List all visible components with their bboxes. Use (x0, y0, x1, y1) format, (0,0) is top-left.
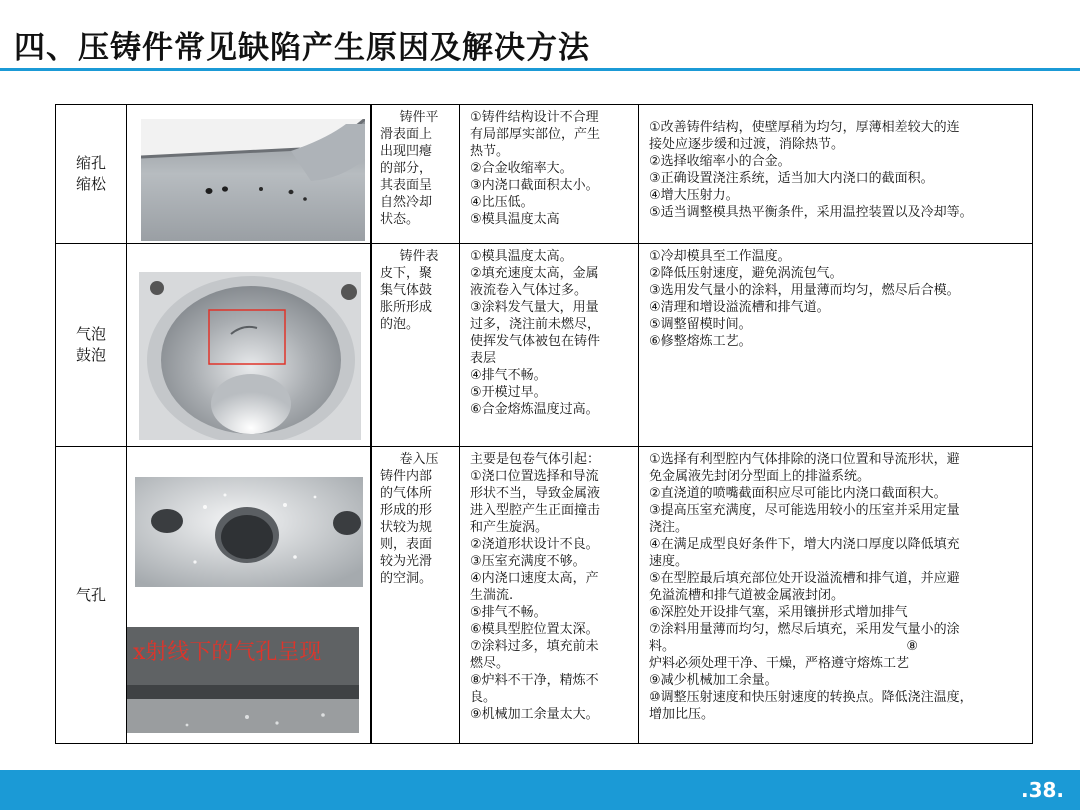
solution-line: 炉料必须处理干净、干燥，严格遵守熔炼工艺 (649, 656, 910, 671)
defect-name-cell (56, 244, 126, 446)
solution-line: ③提高压室充满度，尽可能选用较小的压室并采用定量 (649, 503, 960, 518)
solution-line: 速度。 (649, 554, 689, 569)
solution-line: ③选用发气量小的涂料，用量薄而均匀，燃尽后合模。 (649, 283, 960, 298)
solution-line: ⑤调整留模时间。 (649, 317, 752, 332)
defect-name-cell (56, 105, 126, 243)
description-line: 出现凹瘪 (380, 144, 433, 159)
defect-photo-cell (126, 244, 370, 446)
shrinkage-photo (141, 119, 365, 241)
defect-solutions-cell (638, 105, 1032, 243)
cause-line: 形状不当，导致金属液 (470, 486, 601, 501)
description-line: 状态。 (380, 212, 420, 227)
solution-line: ①选择有利型腔内气体排除的浇口位置和导流形状，避 (649, 452, 960, 467)
page-number: .38. (1020, 778, 1064, 802)
blister-photo (139, 272, 361, 440)
cause-line: ⑥模具型腔位置太深。 (470, 622, 599, 637)
cause-line: 生湍流. (470, 588, 514, 603)
cause-line: ①模具温度太高。 (470, 249, 573, 264)
cause-line: 进入型腔产生正面撞击 (470, 503, 601, 518)
solution-line: 免溢流槽和排气道被金属液封闭。 (649, 588, 845, 603)
description-line: 则，表面 (380, 537, 433, 552)
description-line: 的泡。 (380, 317, 420, 332)
description-line: 铸件内部 (380, 469, 433, 484)
description-line: 的气体所 (380, 486, 433, 501)
table-row-shrinkage (56, 105, 1032, 244)
defect-description-cell (370, 447, 459, 743)
cause-line: 和产生旋涡。 (470, 520, 549, 535)
cause-line: ⑨机械加工余量太大。 (470, 707, 599, 722)
xray-caption: x射线下的气孔呈现 (133, 640, 322, 665)
solution-line: 免金属液先封闭分型面上的排溢系统。 (649, 469, 871, 484)
cause-line: ①铸件结构设计不合理 (470, 110, 599, 125)
defect-photo-cell (126, 447, 370, 743)
cause-line: ③内浇口截面积太小。 (470, 178, 599, 193)
title-underline (0, 68, 1080, 71)
description-line: 铸件表 (399, 249, 439, 264)
solution-line: 增加比压。 (649, 707, 715, 722)
solution-line: ⑩调整压射速度和快压射速度的转换点。降低浇注温度， (649, 690, 973, 705)
solution-line: 浇注。 (649, 520, 689, 535)
defect-name-line: 气孔 (75, 585, 106, 604)
description-line: 卷入压 (399, 452, 439, 467)
description-line: 形成的形 (380, 503, 433, 518)
cause-line: ⑥合金熔炼温度过高。 (470, 402, 599, 417)
solution-line: 料。 ⑧ (649, 639, 919, 654)
defect-solutions-cell (638, 447, 1032, 743)
defect-name-line: 缩孔 (75, 154, 106, 172)
defect-name-line: 鼓泡 (75, 346, 106, 364)
solution-line: ②直浇道的喷嘴截面积应尽可能比内浇口截面积大。 (649, 486, 947, 501)
description-line: 其表面呈 (380, 178, 433, 193)
description-line: 的部分， (380, 161, 433, 176)
cause-line: ②合金收缩率大。 (470, 161, 573, 176)
cause-line: 过多，浇注前未燃尽， (470, 317, 601, 332)
solution-line: ④清理和增设溢流槽和排气道。 (649, 300, 830, 315)
defect-solutions-cell (638, 244, 1032, 446)
cause-line: 使挥发气体被包在铸件 (470, 334, 601, 349)
cause-line: 燃尽。 (470, 656, 510, 671)
cause-line: ⑤排气不畅。 (470, 605, 547, 620)
cause-line: ④内浇口速度太高，产 (470, 571, 599, 586)
cause-line: ⑤模具温度太高 (470, 212, 560, 227)
cause-line: ①浇口位置选择和导流 (470, 469, 599, 484)
solution-line: ②选择收缩率小的合金。 (649, 154, 791, 169)
footer-bar (0, 770, 1080, 810)
solution-line: ⑥深腔处开设排气塞，采用镶拼形式增加排气 (649, 605, 908, 620)
solution-line: ⑦涂料用量薄而均匀，燃尽后填充，采用发气量小的涂 (649, 622, 960, 637)
cause-line: ③涂料发气量大，用量 (470, 300, 599, 315)
solution-line: ①冷却模具至工作温度。 (649, 249, 791, 264)
defect-name-cell (56, 447, 126, 743)
solution-line: ④在满足成型良好条件下，增大内浇口厚度以降低填充 (649, 537, 960, 552)
description-line: 状较为规 (380, 520, 433, 535)
solution-line: ⑤在型腔最后填充部位处开设溢流槽和排气道，并应避 (649, 571, 960, 586)
cause-line: 主要是包卷气体引起： (470, 452, 601, 467)
solution-spacer (649, 109, 1026, 119)
solution-line: ③正确设置浇注系统，适当加大内浇口的截面积。 (649, 171, 934, 186)
cause-line: 良。 (470, 690, 497, 705)
solution-line: ⑨减少机械加工余量。 (649, 673, 778, 688)
description-line: 集气体鼓 (380, 283, 433, 298)
cause-line: ③压室充满度不够。 (470, 554, 586, 569)
defect-photo-cell (126, 105, 370, 243)
xray-photo (127, 627, 359, 733)
defect-causes-cell (459, 105, 638, 243)
cause-line: 液流卷入气体过多。 (470, 283, 588, 298)
defects-table (55, 104, 1033, 744)
cause-line: ⑦涂料过多，填充前未 (470, 639, 599, 654)
table-row-blister (56, 244, 1032, 447)
defect-description-cell (370, 105, 459, 243)
description-line: 的空洞。 (380, 571, 433, 586)
defect-causes-cell (459, 244, 638, 446)
description-line: 自然冷却 (380, 195, 433, 210)
cause-line: ④排气不畅。 (470, 368, 547, 383)
solution-line: 接处应逐步缓和过渡，消除热节。 (649, 137, 845, 152)
cause-line: 有局部厚实部位，产生 (470, 127, 601, 142)
cause-line: 表层 (470, 351, 497, 366)
cause-line: ②浇道形状设计不良。 (470, 537, 599, 552)
cause-line: ④比压低。 (470, 195, 534, 210)
cause-line: ②填充速度太高，金属 (470, 266, 599, 281)
description-line: 皮下，聚 (380, 266, 433, 281)
defect-causes-cell (459, 447, 638, 743)
porosity-photo (135, 477, 363, 587)
table-row-porosity (56, 447, 1032, 743)
defect-name-line: 气泡 (75, 325, 106, 343)
description-line: 滑表面上 (380, 127, 433, 142)
defect-description-cell (370, 244, 459, 446)
description-line: 铸件平 (399, 110, 439, 125)
defect-name-line: 缩松 (75, 175, 106, 193)
solution-line: ⑤适当调整模具热平衡条件，采用温控装置以及冷却等。 (649, 205, 973, 220)
cause-line: ⑧炉料不干净，精炼不 (470, 673, 599, 688)
cause-line: 热节。 (470, 144, 510, 159)
solution-line: ⑥修整熔炼工艺。 (649, 334, 752, 349)
description-line: 胀所形成 (380, 300, 433, 315)
solution-line: ①改善铸件结构，使壁厚稍为均匀，厚薄相差较大的连 (649, 120, 960, 135)
solution-line: ④增大压射力。 (649, 188, 739, 203)
solution-line: ②降低压射速度，避免涡流包气。 (649, 266, 843, 281)
page-title: 四、压铸件常见缺陷产生原因及解决方法 (14, 30, 590, 66)
cause-line: ⑤开模过早。 (470, 385, 547, 400)
description-line: 较为光滑 (380, 554, 433, 569)
